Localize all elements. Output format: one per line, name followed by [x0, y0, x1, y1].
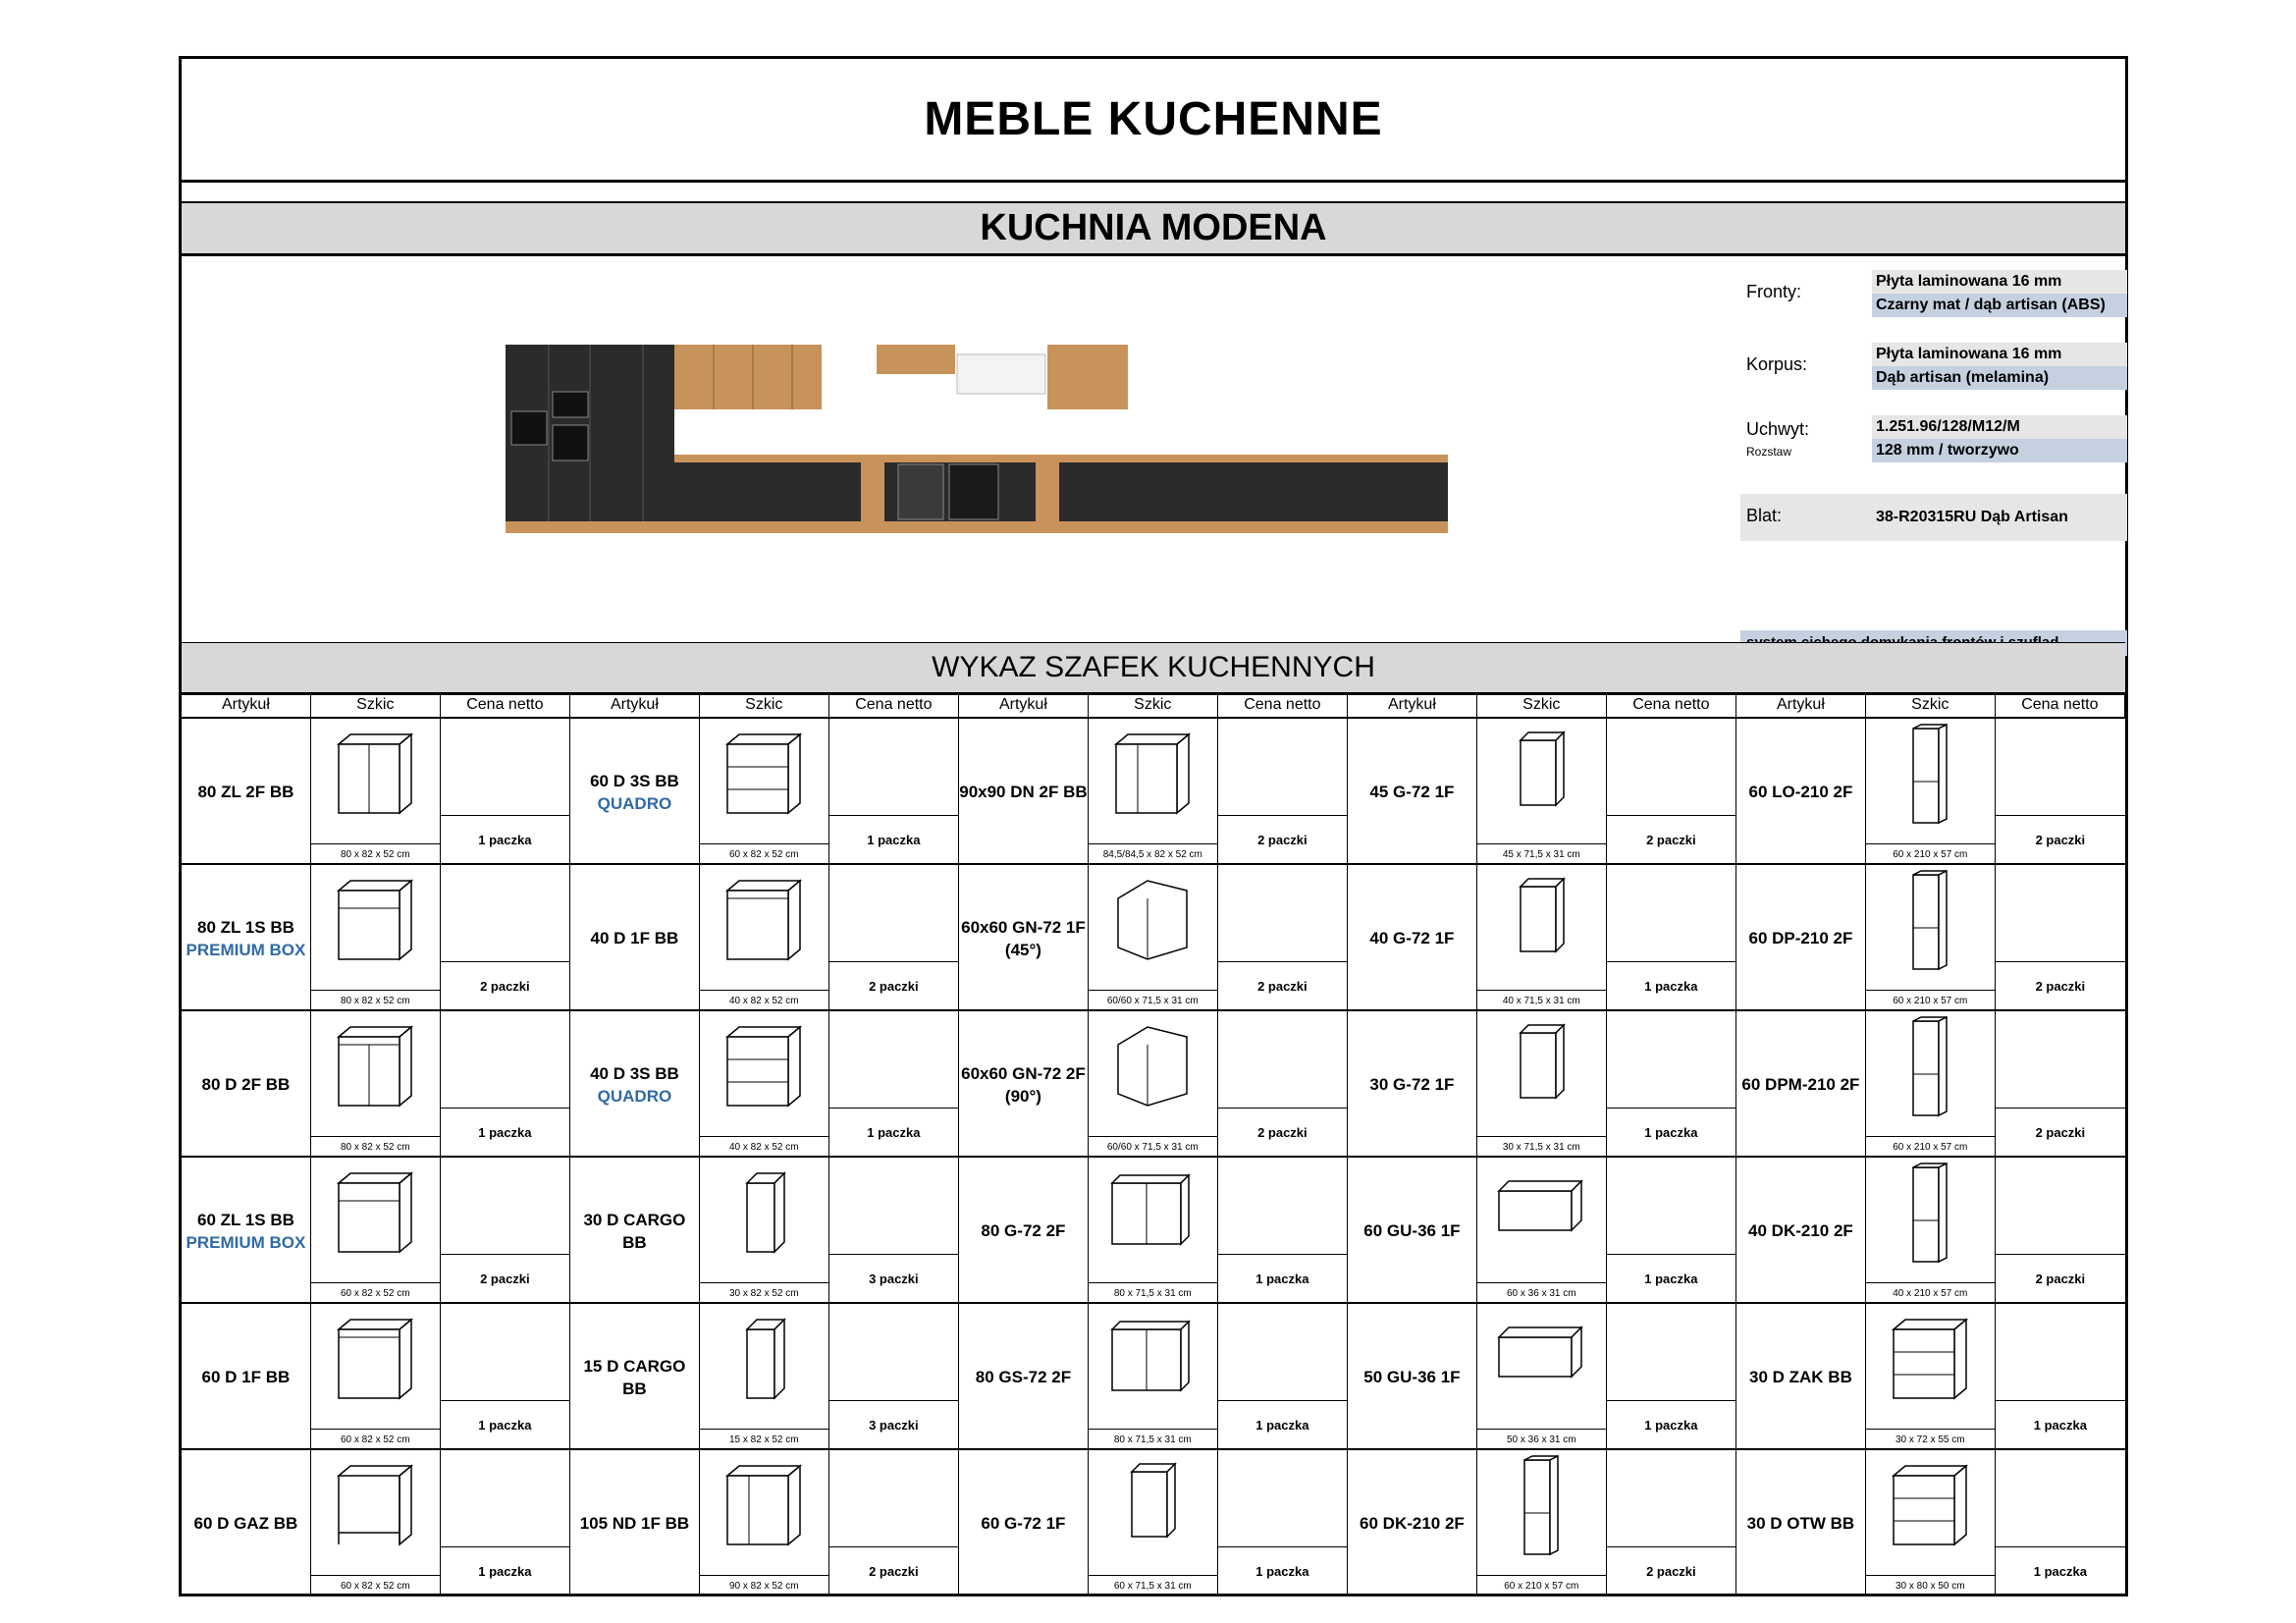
package-count: 2 paczki [1257, 979, 1308, 994]
dimensions: 40 x 82 x 52 cm [728, 1142, 799, 1153]
price-cell [829, 865, 959, 1011]
end-shelf-icon [1866, 1304, 1995, 1418]
dimensions: 30 x 82 x 52 cm [728, 1288, 799, 1299]
price-cell [1218, 865, 1348, 1011]
package-count: 1 paczka [1644, 1271, 1698, 1286]
corner-base-icon [1089, 719, 1217, 833]
spec-value: 1.251.96/128/M12/M [1872, 415, 2127, 439]
package-count: 1 paczka [478, 1418, 532, 1433]
package-count: 1 paczka [478, 1564, 532, 1579]
price-cell [1218, 1011, 1348, 1158]
dimensions: 84,5/84,5 x 82 x 52 cm [1102, 849, 1202, 860]
wall-flap-icon [1477, 1158, 1606, 1271]
package-count: 2 paczki [480, 1271, 530, 1286]
sketch-cell [1089, 1450, 1218, 1596]
article-name: 50 GU-36 1F [1363, 1368, 1461, 1386]
base-cargo-icon [700, 1304, 828, 1418]
wall-1-door-icon [1477, 719, 1606, 833]
dimensions: 80 x 71,5 x 31 cm [1113, 1288, 1192, 1299]
wall-corner-90-icon [1089, 1011, 1217, 1125]
article-name: 40 G-72 1F [1369, 929, 1455, 947]
dimensions: 80 x 82 x 52 cm [340, 1142, 410, 1153]
col-header-article: Artykuł [182, 693, 311, 717]
article-name: 30 D CARGO BB [583, 1210, 686, 1252]
article-name: 60 DK-210 2F [1360, 1514, 1465, 1533]
col-header-article: Artykuł [959, 693, 1089, 717]
article-name: 30 G-72 1F [1369, 1075, 1455, 1094]
dimensions: 60 x 210 x 57 cm [1893, 996, 1968, 1006]
spec-sublabel: Rozstaw [1746, 445, 1792, 459]
dimensions: 80 x 71,5 x 31 cm [1113, 1434, 1192, 1445]
package-count: 3 paczki [869, 1418, 919, 1433]
price-cell [1218, 1158, 1348, 1304]
sketch-cell [700, 1158, 829, 1304]
dimensions: 30 x 72 x 55 cm [1895, 1434, 1965, 1445]
article-series: PREMIUM BOX [186, 1232, 306, 1252]
package-count: 1 paczka [478, 1125, 532, 1140]
base-cargo-icon [700, 1158, 828, 1271]
dimensions: 80 x 82 x 52 cm [340, 996, 410, 1006]
sketch-cell [1866, 719, 1996, 865]
article-cell [1736, 719, 1866, 865]
sink-base-drawer-icon [311, 865, 440, 979]
article-name: 40 D 3S BB [590, 1063, 679, 1083]
price-cell [1996, 1304, 2125, 1450]
price-cell [829, 719, 959, 865]
package-count: 1 paczka [478, 833, 532, 847]
package-count: 1 paczka [2033, 1564, 2087, 1579]
col-header-article: Artykuł [1736, 693, 1866, 717]
package-count: 1 paczka [1255, 1564, 1309, 1579]
page-title: MEBLE KUCHENNE [924, 93, 1383, 145]
article-cell [570, 1158, 700, 1304]
col-header-sketch: Szkic [1477, 693, 1607, 717]
article-name: 60x60 GN-72 1F (45°) [961, 917, 1086, 959]
article-name: 60x60 GN-72 2F (90°) [961, 1063, 1086, 1106]
col-header-price: Cena netto [829, 693, 959, 717]
sketch-cell [1477, 1304, 1607, 1450]
spec-value: Czarny mat / dąb artisan (ABS) [1872, 294, 2127, 317]
article-cell [570, 865, 700, 1011]
dimensions: 60 x 210 x 57 cm [1893, 1142, 1968, 1153]
spec-value: 128 mm / tworzywo [1872, 439, 2127, 462]
article-name: 60 GU-36 1F [1363, 1221, 1461, 1240]
sketch-cell [1477, 719, 1607, 865]
tall-oven-icon [1866, 865, 1995, 979]
dimensions: 45 x 71,5 x 31 cm [1502, 849, 1580, 860]
sketch-cell [1477, 865, 1607, 1011]
package-count: 2 paczki [2035, 979, 2086, 994]
article-cell [182, 865, 311, 1011]
collection-title: KUCHNIA MODENA [182, 203, 2125, 253]
sketch-cell [1089, 1158, 1218, 1304]
article-name: 15 D CARGO BB [583, 1356, 686, 1398]
base-1-door-icon [311, 1304, 440, 1418]
article-series: QUADRO [597, 793, 672, 813]
article-cell [182, 1450, 311, 1596]
article-cell [1348, 719, 1477, 865]
package-count: 2 paczki [2035, 1271, 2086, 1286]
dimensions: 50 x 36 x 31 cm [1506, 1434, 1576, 1445]
wall-1-door-icon [1477, 865, 1606, 979]
spec-label: Uchwyt: [1746, 419, 1810, 439]
article-cell [1736, 1450, 1866, 1596]
tall-narrow-icon [1477, 1450, 1606, 1564]
price-cell [1607, 1450, 1736, 1596]
col-header-price: Cena netto [1607, 693, 1736, 717]
dimensions: 60 x 82 x 52 cm [728, 849, 799, 860]
package-count: 2 paczki [1257, 833, 1308, 847]
price-cell [1607, 1011, 1736, 1158]
price-cell [441, 1011, 570, 1158]
article-name: 80 G-72 2F [981, 1221, 1066, 1240]
table-row [182, 717, 2125, 865]
article-name: 40 D 1F BB [590, 929, 679, 947]
tall-oven-micro-icon [1866, 1011, 1995, 1125]
sketch-cell [1866, 1158, 1996, 1304]
col-header-sketch: Szkic [311, 693, 441, 717]
col-header-price: Cena netto [1218, 693, 1348, 717]
package-count: 2 paczki [869, 979, 919, 994]
price-cell [829, 1011, 959, 1158]
table-row [182, 863, 2125, 1011]
article-cell [959, 719, 1089, 865]
dimensions: 60 x 71,5 x 31 cm [1113, 1581, 1192, 1592]
price-cell [441, 1158, 570, 1304]
wall-corner-45-icon [1089, 865, 1217, 979]
article-cell [1348, 1158, 1477, 1304]
sketch-cell [311, 1011, 441, 1158]
article-cell [182, 1011, 311, 1158]
article-cell [1348, 865, 1477, 1011]
table-row [182, 1009, 2125, 1158]
table-row [182, 1448, 2125, 1596]
sketch-cell [1089, 1304, 1218, 1450]
dimensions: 15 x 82 x 52 cm [728, 1434, 799, 1445]
price-cell [829, 1304, 959, 1450]
dimensions: 60 x 210 x 57 cm [1504, 1581, 1579, 1592]
sketch-cell [1866, 865, 1996, 1011]
price-cell [829, 1158, 959, 1304]
catalog-sheet [179, 56, 2128, 1596]
package-count: 1 paczka [867, 833, 921, 847]
dimensions: 60 x 210 x 57 cm [1893, 849, 1968, 860]
package-count: 1 paczka [1644, 1418, 1698, 1433]
article-name: 60 LO-210 2F [1748, 783, 1853, 801]
divider [182, 180, 2125, 183]
article-cell [570, 1450, 700, 1596]
price-cell [829, 1450, 959, 1596]
article-name: 60 ZL 1S BB [196, 1210, 294, 1229]
wall-2-door-icon [1089, 1158, 1217, 1271]
price-cell [441, 719, 570, 865]
price-cell [1996, 865, 2125, 1011]
package-count: 1 paczka [2033, 1418, 2087, 1433]
tall-narrow-icon [1866, 1158, 1995, 1271]
package-count: 2 paczki [1646, 833, 1696, 847]
col-header-sketch: Szkic [1866, 693, 1996, 717]
article-cell [182, 1158, 311, 1304]
dimensions: 60 x 36 x 31 cm [1506, 1288, 1576, 1299]
article-cell [959, 1304, 1089, 1450]
dimensions: 80 x 82 x 52 cm [340, 849, 410, 860]
col-header-article: Artykuł [570, 693, 700, 717]
spec-value: Płyta laminowana 16 mm [1872, 270, 2127, 294]
col-header-price: Cena netto [441, 693, 570, 717]
dimensions: 60 x 82 x 52 cm [340, 1288, 410, 1299]
col-header-sketch: Szkic [700, 693, 829, 717]
spec-value: Płyta laminowana 16 mm [1872, 343, 2127, 366]
col-header-article: Artykuł [1348, 693, 1477, 717]
sink-base-2-door-icon [311, 719, 440, 833]
oven-base-icon [311, 1450, 440, 1564]
kitchen-render-image [506, 345, 1448, 541]
hero-section [182, 254, 2125, 642]
article-cell [959, 1158, 1089, 1304]
article-name: 60 DPM-210 2F [1741, 1075, 1860, 1094]
sketch-cell [311, 865, 441, 1011]
dimensions: 60/60 x 71,5 x 31 cm [1106, 1142, 1199, 1153]
price-cell [1996, 719, 2125, 865]
dimensions: 60 x 82 x 52 cm [340, 1434, 410, 1445]
price-cell [441, 1450, 570, 1596]
article-cell [182, 719, 311, 865]
price-cell [441, 1304, 570, 1450]
article-name: 30 D ZAK BB [1749, 1368, 1852, 1386]
price-cell [1996, 1011, 2125, 1158]
dimensions: 60/60 x 71,5 x 31 cm [1106, 996, 1199, 1006]
dimensions: 30 x 71,5 x 31 cm [1502, 1142, 1580, 1153]
package-count: 2 paczki [480, 979, 530, 994]
article-cell [1736, 865, 1866, 1011]
open-shelf-icon [1866, 1450, 1995, 1564]
package-count: 2 paczki [869, 1564, 919, 1579]
article-name: 80 D 2F BB [201, 1075, 291, 1094]
article-series: PREMIUM BOX [186, 940, 306, 959]
article-name: 90x90 DN 2F BB [959, 783, 1088, 801]
article-name: 40 DK-210 2F [1748, 1221, 1853, 1240]
sketch-cell [700, 1304, 829, 1450]
price-cell [441, 865, 570, 1011]
package-count: 1 paczka [1255, 1418, 1309, 1433]
col-header-sketch: Szkic [1089, 693, 1218, 717]
sketch-cell [700, 865, 829, 1011]
sketch-cell [1477, 1158, 1607, 1304]
price-cell [1607, 1304, 1736, 1450]
article-name: 80 GS-72 2F [975, 1368, 1072, 1386]
spec-value: 38-R20315RU Dąb Artisan [1876, 509, 2068, 525]
article-name: 45 G-72 1F [1369, 783, 1455, 801]
article-cell [182, 1304, 311, 1450]
article-cell [1736, 1304, 1866, 1450]
sketch-cell [1089, 719, 1218, 865]
price-cell [1607, 865, 1736, 1011]
article-cell [570, 1011, 700, 1158]
article-name: 30 D OTW BB [1746, 1514, 1855, 1533]
article-name: 60 D 3S BB [590, 771, 679, 790]
sketch-cell [1089, 865, 1218, 1011]
package-count: 2 paczki [1257, 1125, 1308, 1140]
tall-fridge-icon [1866, 719, 1995, 833]
base-2-door-icon [311, 1011, 440, 1125]
article-name: 60 D 1F BB [201, 1368, 291, 1386]
article-cell [959, 1450, 1089, 1596]
sketch-cell [1866, 1304, 1996, 1450]
package-count: 1 paczka [1644, 979, 1698, 994]
wall-1-door-icon [1477, 1011, 1606, 1125]
article-cell [1348, 1011, 1477, 1158]
article-cell [1736, 1011, 1866, 1158]
package-count: 1 paczka [1644, 1125, 1698, 1140]
base-3-drawer-icon [700, 719, 828, 833]
dimensions: 30 x 80 x 50 cm [1895, 1581, 1965, 1592]
sketch-cell [311, 1450, 441, 1596]
price-cell [1218, 1450, 1348, 1596]
spec-value: Dąb artisan (melamina) [1872, 366, 2127, 390]
price-cell [1996, 1450, 2125, 1596]
dimensions: 60 x 82 x 52 cm [340, 1581, 410, 1592]
spec-label: Fronty: [1746, 282, 1802, 301]
sink-base-drawer-icon [311, 1158, 440, 1271]
sketch-cell [1089, 1011, 1218, 1158]
article-cell [959, 865, 1089, 1011]
sketch-cell [700, 1011, 829, 1158]
article-cell [959, 1011, 1089, 1158]
package-count: 1 paczka [1255, 1271, 1309, 1286]
article-name: 60 D GAZ BB [193, 1514, 298, 1533]
sketch-cell [700, 1450, 829, 1596]
sketch-cell [1866, 1011, 1996, 1158]
dimensions: 40 x 82 x 52 cm [728, 996, 799, 1006]
dimensions: 40 x 210 x 57 cm [1893, 1288, 1968, 1299]
corner-base-wide-icon [700, 1450, 828, 1564]
dimensions: 40 x 71,5 x 31 cm [1502, 996, 1580, 1006]
article-name: 60 G-72 1F [981, 1514, 1066, 1533]
table-row [182, 1302, 2125, 1450]
package-count: 1 paczka [867, 1125, 921, 1140]
list-title: WYKAZ SZAFEK KUCHENNYCH [182, 643, 2125, 692]
article-name: 80 ZL 2F BB [197, 783, 294, 801]
article-name: 60 DP-210 2F [1748, 929, 1853, 947]
sketch-cell [311, 1158, 441, 1304]
price-cell [1996, 1158, 2125, 1304]
wall-flap-icon [1477, 1304, 1606, 1418]
sketch-cell [1866, 1450, 1996, 1596]
sketch-cell [700, 719, 829, 865]
price-cell [1218, 719, 1348, 865]
package-count: 2 paczki [2035, 1125, 2086, 1140]
sketch-cell [311, 719, 441, 865]
base-1-door-icon [700, 865, 828, 979]
article-cell [570, 719, 700, 865]
spec-label: Korpus: [1746, 354, 1808, 374]
col-header-price: Cena netto [1996, 693, 2125, 717]
wall-1-door-icon [1089, 1450, 1217, 1564]
sketch-cell [1477, 1450, 1607, 1596]
package-count: 2 paczki [2035, 833, 2086, 847]
base-3-drawer-icon [700, 1011, 828, 1125]
spec-label: Blat: [1746, 506, 1783, 525]
table-row [182, 1156, 2125, 1304]
article-name: 105 ND 1F BB [579, 1514, 690, 1533]
wall-glass-icon [1089, 1304, 1217, 1418]
price-cell [1607, 719, 1736, 865]
article-cell [1348, 1304, 1477, 1450]
package-count: 3 paczki [869, 1271, 919, 1286]
package-count: 2 paczki [1646, 1564, 1696, 1579]
price-cell [1607, 1158, 1736, 1304]
price-cell [1218, 1304, 1348, 1450]
article-cell [570, 1304, 700, 1450]
article-series: QUADRO [597, 1086, 672, 1106]
dimensions: 90 x 82 x 52 cm [728, 1581, 799, 1592]
article-name: 80 ZL 1S BB [196, 917, 294, 937]
sketch-cell [1477, 1011, 1607, 1158]
sketch-cell [311, 1304, 441, 1450]
article-cell [1736, 1158, 1866, 1304]
article-cell [1348, 1450, 1477, 1596]
